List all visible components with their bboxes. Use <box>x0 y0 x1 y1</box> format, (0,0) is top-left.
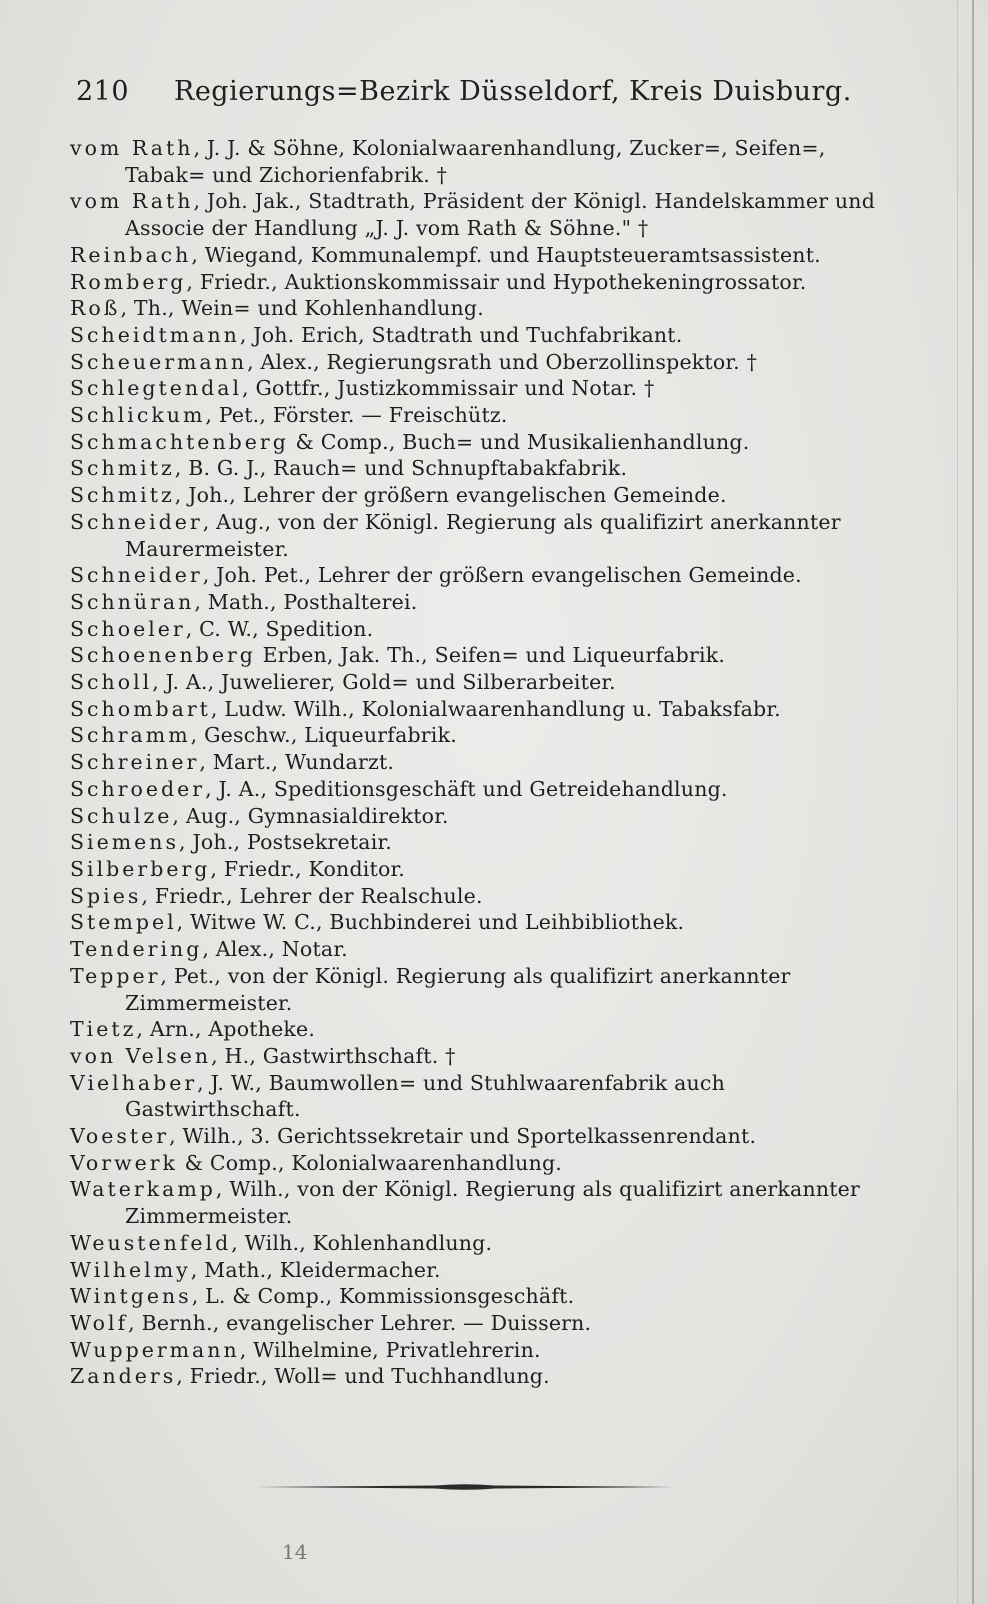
entry-name: Scholl <box>70 670 153 695</box>
page-number: 210 <box>76 76 130 107</box>
directory-entry <box>70 135 880 188</box>
directory-entry <box>70 349 880 376</box>
entry-details: & Comp., Kolonialwaarenhandlung. <box>177 1150 563 1175</box>
entry-details: , Math., Kleidermacher. <box>190 1257 441 1282</box>
entry-details: , Wilh., Kohlenhandlung. <box>231 1230 493 1255</box>
directory-entry <box>70 936 880 963</box>
entry-details: , H., Gastwirthschaft. † <box>211 1043 456 1068</box>
running-title: Regierungs=Bezirk Düsseldorf, Kreis Duisburg. <box>174 76 852 107</box>
entry-name: Waterkamp <box>70 1177 216 1202</box>
directory-entry <box>70 642 880 669</box>
entry-details: , Friedr., Konditor. <box>210 856 405 881</box>
entry-name: vom Rath <box>70 189 194 214</box>
entry-name: Vielhaber <box>70 1070 198 1095</box>
directory-entry <box>70 669 880 696</box>
entry-name: Voester <box>70 1124 170 1149</box>
entry-details: , Wilh., 3. Gerichtssekretair und Sportelkassenrendant. <box>169 1124 757 1149</box>
entry-name: Spies <box>70 883 142 908</box>
entry-details: , Wiegand, Kommunalempf. und Hauptsteueramtsassistent. <box>191 242 821 267</box>
entry-details: , Witwe W. C., Buchbinderei und Leihbibliothek. <box>176 910 685 935</box>
entry-name: Schmitz <box>70 483 175 508</box>
entry-name: von Velsen <box>70 1043 212 1068</box>
entry-name: Reinbach <box>70 242 192 267</box>
directory-entry <box>70 1310 880 1337</box>
directory-entry <box>70 1150 880 1177</box>
entry-name: Schoeler <box>70 616 186 641</box>
entry-name: Zanders <box>70 1364 177 1389</box>
entry-name: Wintgens <box>70 1284 192 1309</box>
entry-name: Wuppermann <box>70 1337 240 1362</box>
signature-mark: 14 <box>282 1540 308 1564</box>
entry-details: , Pet., Förster. — Freischütz. <box>205 403 508 428</box>
entry-name: Wolf <box>70 1310 129 1335</box>
directory-entry <box>70 909 880 936</box>
directory-entry <box>70 589 880 616</box>
directory-entry <box>70 963 880 1016</box>
entry-details: Erben, Jak. Th., Seifen= und Liqueurfabrik. <box>255 643 726 668</box>
entry-details: , Th., Wein= und Kohlenhandlung. <box>120 296 484 321</box>
entry-name: Scheuermann <box>70 349 248 374</box>
entry-details: , B. G. J., Rauch= und Schnupftabakfabrik. <box>174 456 628 481</box>
entry-details: , Friedr., Auktionskommissair und Hypothekeningrossator. <box>186 269 807 294</box>
entry-name: Schnüran <box>70 589 195 614</box>
directory-entry <box>70 1176 880 1229</box>
directory-entry <box>70 509 880 562</box>
entry-details: , Joh., Postsekretair. <box>179 830 392 855</box>
entry-details: , L. & Comp., Kommissionsgeschäft. <box>191 1284 575 1309</box>
page-edge-line <box>957 0 958 1604</box>
entry-details: , Ludw. Wilh., Kolonialwaarenhandlung u. Tabaksfabr. <box>210 696 781 721</box>
entry-name: Roß <box>70 296 121 321</box>
directory-entry <box>70 1070 880 1123</box>
directory-entries <box>70 135 880 1390</box>
entry-details: , Arn., Apotheke. <box>136 1017 316 1042</box>
entry-name: Schramm <box>70 723 191 748</box>
entry-details: , Math., Posthalterei. <box>194 589 418 614</box>
entry-name: Weustenfeld <box>70 1230 232 1255</box>
entry-details: , J. A., Juwelierer, Gold= und Silberarbeiter. <box>152 670 616 695</box>
entry-name: Schombart <box>70 696 211 721</box>
entry-name: Schoenenberg <box>70 643 256 668</box>
entry-name: Schreiner <box>70 750 200 775</box>
directory-entry <box>70 1123 880 1150</box>
entry-details: , Alex., Notar. <box>202 937 348 962</box>
entry-name: Schneider <box>70 509 203 534</box>
directory-entry <box>70 455 880 482</box>
entry-details: , Pet., von der Königl. Regierung als qualifizirt anerkannter Zimmermeister. <box>125 963 791 1015</box>
directory-entry <box>70 856 880 883</box>
entry-details: , Aug., Gymnasialdirektor. <box>172 803 449 828</box>
entry-details: , Joh. Pet., Lehrer der größern evangelischen Gemeinde. <box>202 563 802 588</box>
directory-entry <box>70 1043 880 1070</box>
entry-name: Tepper <box>70 963 161 988</box>
entry-details: , Gottfr., Justizkommissair und Notar. † <box>242 376 655 401</box>
entry-details: , Aug., von der Königl. Regierung als qualifizirt anerkannter Maurermeister. <box>125 509 841 561</box>
entry-name: Tietz <box>70 1017 137 1042</box>
entry-details: , Mart., Wundarzt. <box>199 750 395 775</box>
entry-details: , Alex., Regierungsrath und Oberzollinspektor. † <box>247 349 758 374</box>
entry-name: vom Rath <box>70 136 194 160</box>
entry-details: , Wilhelmine, Privatlehrerin. <box>239 1337 541 1362</box>
entry-name: Stempel <box>70 910 177 935</box>
entry-details: , J. A., Speditionsgeschäft und Getreidehandlung. <box>205 776 728 801</box>
directory-entry <box>70 722 880 749</box>
directory-entry <box>70 1230 880 1257</box>
directory-entry <box>70 1363 880 1390</box>
entry-name: Romberg <box>70 269 187 294</box>
entry-details: , Joh. Jak., Stadtrath, Präsident der Königl. Handelskammer und Associe der Handlung „J. J. vom Rath & Söhne." † <box>125 189 876 241</box>
directory-entry <box>70 402 880 429</box>
directory-entry <box>70 322 880 349</box>
entry-details: , J. W., Baumwollen= und Stuhlwaarenfabrik auch Gastwirthschaft. <box>125 1070 726 1122</box>
entry-details: , J. J. & Söhne, Kolonialwaarenhandlung, Zucker=, Seifen=, Tabak= und Zichorienfabrik. † <box>125 136 826 187</box>
directory-entry <box>70 749 880 776</box>
directory-entry <box>70 429 880 456</box>
directory-entry <box>70 188 880 241</box>
entry-name: Tendering <box>70 937 203 962</box>
entry-details: , Wilh., von der Königl. Regierung als qualifizirt anerkannter Zimmermeister. <box>125 1177 861 1229</box>
page-edge-line <box>972 0 974 1604</box>
directory-entry <box>70 776 880 803</box>
entry-details: , Joh., Lehrer der größern evangelischen Gemeinde. <box>174 483 727 508</box>
directory-entry <box>70 295 880 322</box>
entry-name: Scheidtmann <box>70 322 240 347</box>
directory-entry <box>70 696 880 723</box>
directory-entry <box>70 269 880 296</box>
directory-entry <box>70 242 880 269</box>
page-header <box>76 72 896 112</box>
directory-entry <box>70 1283 880 1310</box>
directory-entry <box>70 883 880 910</box>
entry-name: Vorwerk <box>70 1150 178 1175</box>
entry-details: , Joh. Erich, Stadtrath und Tuchfabrikant. <box>239 322 683 347</box>
directory-entry <box>70 1016 880 1043</box>
directory-entry <box>70 482 880 509</box>
entry-details: , Geschw., Liqueurfabrik. <box>190 723 457 748</box>
entry-name: Schlegtendal <box>70 376 243 401</box>
entry-name: Silberberg <box>70 856 211 881</box>
entry-details: , Bernh., evangelischer Lehrer. — Duissern. <box>128 1310 592 1335</box>
directory-entry <box>70 616 880 643</box>
entry-name: Schmachtenberg <box>70 429 289 454</box>
directory-entry <box>70 1337 880 1364</box>
directory-entry <box>70 803 880 830</box>
entry-name: Schulze <box>70 803 173 828</box>
end-ornament-rule <box>255 1482 675 1492</box>
directory-entry <box>70 562 880 589</box>
entry-name: Schneider <box>70 563 203 588</box>
entry-details: , C. W., Spedition. <box>185 616 374 641</box>
entry-details: , Friedr., Lehrer der Realschule. <box>141 883 483 908</box>
entry-name: Wilhelmy <box>70 1257 191 1282</box>
entry-details: & Comp., Buch= und Musikalienhandlung. <box>288 429 750 454</box>
entry-name: Schlickum <box>70 403 206 428</box>
entry-name: Schroeder <box>70 776 206 801</box>
entry-details: , Friedr., Woll= und Tuchhandlung. <box>176 1364 550 1389</box>
directory-entry <box>70 1257 880 1284</box>
entry-name: Siemens <box>70 830 180 855</box>
directory-entry <box>70 829 880 856</box>
entry-name: Schmitz <box>70 456 175 481</box>
directory-entry <box>70 375 880 402</box>
